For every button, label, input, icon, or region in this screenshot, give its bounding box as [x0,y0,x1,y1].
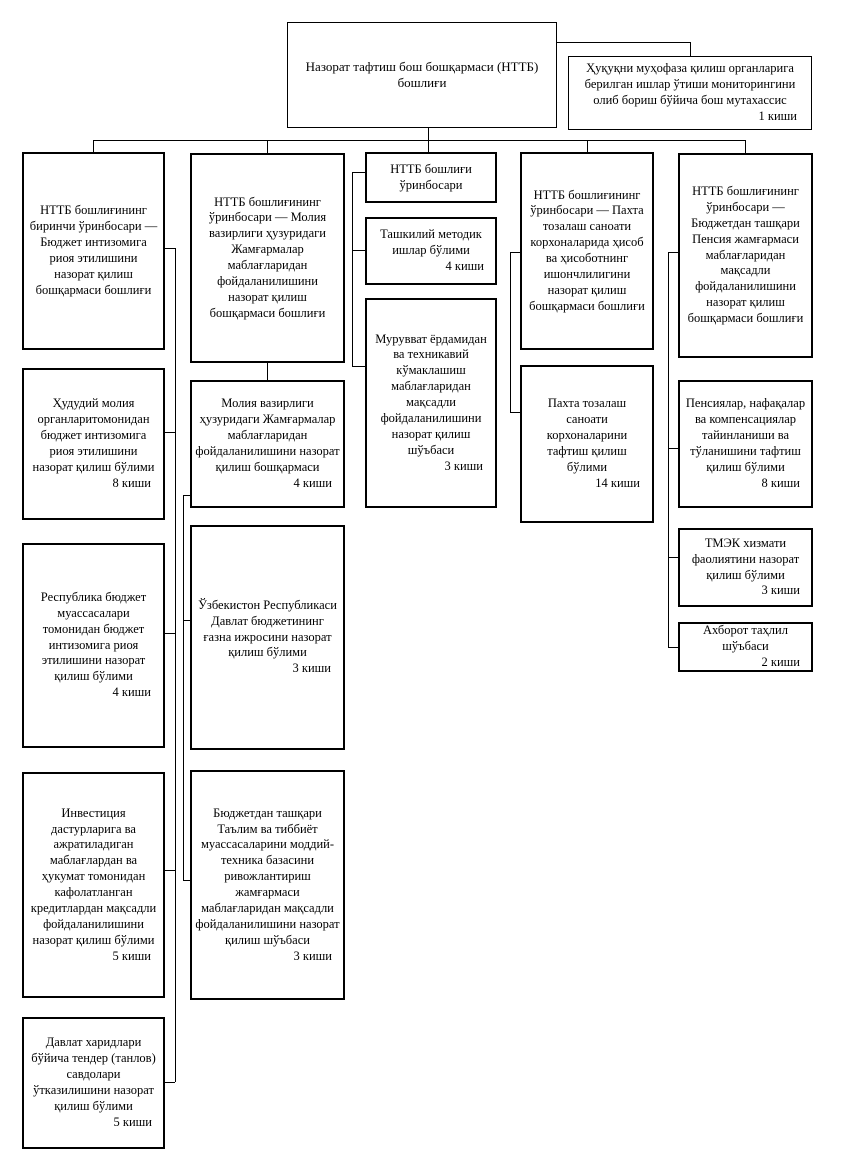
org-box-label: НТТБ бошлиғининг ўринбосари — Молия вазирлиги ҳузуридаги Жамғармалар маблағларидан фойдаланилишини назорат қилиш бошқармаси бошлиғи [208,194,327,320]
connector-col3-stub-2 [352,366,365,367]
connector-col1-stub-1 [165,432,175,433]
connector-col3-stub-1 [352,250,365,251]
staff-count: 4 киши [445,258,484,273]
org-box-label: Давлат харидлари бўйича тендер (танлов) савдолари ўтказилишини назорат қилиш бўлими [31,1035,156,1113]
connector-col3-stub-head [352,172,365,173]
connector-root-specialist-h [557,42,690,43]
org-box-specialist-label: Ҳуқуқни муҳофаза қилиш органларига берилган ишлар ўтиши мониторингини олиб бориш бўйича бош мутахассис [584,61,796,107]
staff-count: 8 киши [761,475,800,490]
org-box-col4-head [520,152,654,350]
staff-count: 14 киши [595,475,640,490]
org-box-label: Республика бюджет муассасалари томонидан бюджет интизомига риоя этилишини назорат қилиш бўлими [40,589,147,684]
staff-count: 1 киши [758,108,797,123]
org-box-col3-child2 [365,298,497,508]
org-box-col5-child2 [678,528,813,607]
org-box-col2-child3 [190,770,345,1000]
org-box-col5-child1 [678,380,813,508]
connector-col2-stub-1 [183,620,190,621]
connector-drop-col1 [93,140,94,152]
staff-count: 3 киши [444,458,483,473]
org-box-specialist [568,56,812,130]
staff-count: 8 киши [112,475,151,490]
connector-col1-stub-3 [165,870,175,871]
org-box-root [287,22,557,128]
connector-col4-stub-1 [510,412,520,413]
connector-col5-stub-2 [668,557,678,558]
org-box-label: Мурувват ёрдамидан ва техникавий кўмаклашиш маблағларидан мақсадли фойдаланилишини назорат қилиш шўъбаси [375,331,487,457]
connector-col4-stub-head [510,252,520,253]
connector-col5-stub-1 [668,448,678,449]
org-box-col1-head [22,152,165,350]
staff-count: 3 киши [761,583,800,598]
connector-col1-stub-2 [165,633,175,634]
org-box-label: Ҳудудий молия органларитомонидан бюджет интизомига риоя этилишини назорат қилиш бўлими [32,396,155,474]
connector-col3-spine [352,172,353,367]
org-box-label: Ўзбекистон Республикаси Давлат бюджетининг ғазна ижросини назорат қилиш бўлими [198,597,337,660]
connector-col2-head-child1 [267,363,268,380]
connector-col2-stub-top [183,495,190,496]
staff-count: 5 киши [113,1114,152,1129]
org-box-col2-child2 [190,525,345,750]
org-box-label: Ахборот таҳлил шўъбаси [703,623,788,654]
connector-col1-stub-head [165,248,175,249]
staff-count: 2 киши [761,654,800,669]
org-box-label: Инвестиция дастурларига ва ажратиладиган маблағлардан ва ҳукумат томонидан кафолатланган кредитлардан мақсадли фойдаланилишини назорат қилиш бўлими [30,805,157,947]
org-box-label: Ташкилий методик ишлар бўлими [380,227,482,258]
org-box-label: Пахта тозалаш саноати корхоналарини тафтиш қилиш бўлими [546,396,628,474]
staff-count: 4 киши [293,475,332,490]
org-box-col2-child1 [190,380,345,508]
org-box-col5-child3 [678,622,813,672]
connector-col1-spine [175,248,176,1082]
org-box-col1-child3 [22,772,165,998]
connector-col5-stub-head [668,252,678,253]
connector-bus [93,140,745,141]
org-box-label: Пенсиялар, нафақалар ва компенсациялар тайинланиши ва тўланишини тафтиш қилиш бўлими [685,396,806,474]
org-box-root-label: Назорат тафтиш бош бошқармаси (НТТБ) бошлиғи [305,58,539,90]
org-box-col1-child1 [22,368,165,520]
connector-drop-col5 [745,140,746,153]
org-box-col2-head [190,153,345,363]
connector-col5-stub-3 [668,647,678,648]
connector-col1-stub-4 [165,1082,175,1083]
org-box-label: НТТБ бошлиғининг биринчи ўринбосари — Бюджет интизомига риоя этилишини назорат қилиш бошқармаси бошлиғи [29,203,158,297]
staff-count: 3 киши [292,661,331,676]
staff-count: 4 киши [112,685,151,700]
org-box-col1-child4 [22,1017,165,1149]
connector-col5-spine [668,252,669,648]
staff-count: 3 киши [293,948,332,963]
staff-count: 5 киши [112,948,151,963]
connector-drop-col4 [587,140,588,152]
org-box-label: НТТБ бошлиғи ўринбосари [390,161,472,192]
connector-drop-col2 [267,140,268,153]
org-box-label: НТТБ бошлиғининг ўринбосари — Пахта тозалаш саноати корхоналарида ҳисоб ва ҳисоботнинг ишончлилигини назорат қилиш бошқармаси бошлиғи [529,187,645,313]
org-box-label: ТМЭК хизмати фаолиятини назорат қилиш бўлими [691,535,800,582]
org-box-col1-child2 [22,543,165,748]
org-box-col3-child1 [365,217,497,285]
org-box-label: Бюджетдан ташқари Таълим ва тиббиёт муассасаларини моддий-техника базасини ривожлантириш жамғармаси маблағларидан мақсадли фойдаланилишини назорат қилиш шўъбаси [195,805,340,947]
org-box-col5-head [678,153,813,358]
connector-col2-spine [183,495,184,881]
connector-col4-spine [510,252,511,412]
org-box-label: Молия вазирлиги ҳузуридаги Жамғармалар маблағларидан фойдаланилишини назорат қилиш бошқармаси [195,396,340,474]
org-box-label: НТТБ бошлиғининг ўринбосари — Бюджетдан ташқари Пенсия жамғармаси маблағларидан мақсадли фойдаланилишини назорат қилиш бошқармаси бошлиғи [687,184,804,326]
org-box-col4-child1 [520,365,654,523]
connector-root-specialist-v [690,42,691,56]
org-box-col3-head [365,152,497,203]
connector-col2-stub-2 [183,880,190,881]
